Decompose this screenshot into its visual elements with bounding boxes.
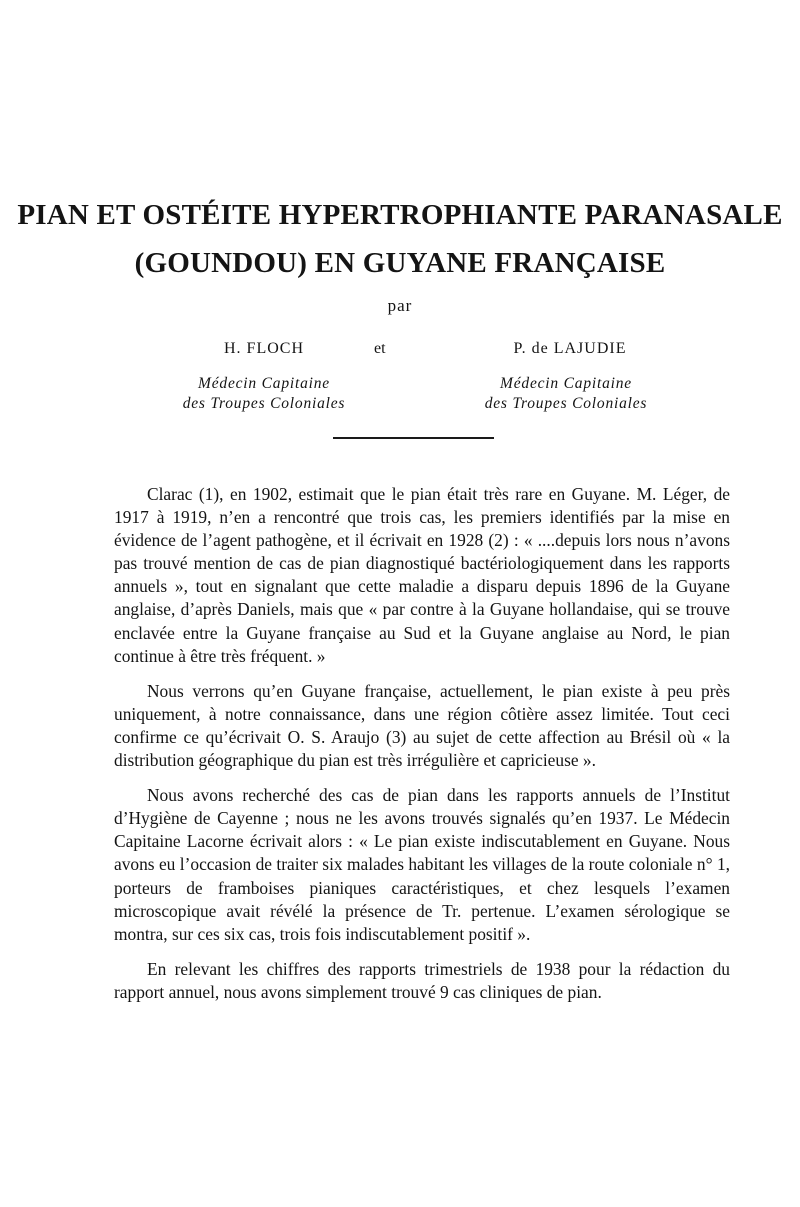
article-title-line-1: PIAN ET OSTÉITE HYPERTROPHIANTE PARANASALE bbox=[17, 199, 783, 231]
author-1-role-line-1: Médecin Capitaine bbox=[198, 375, 330, 392]
body-paragraph-1: Clarac (1), en 1902, estimait que le pian était très rare en Guyane. M. Léger, de 1917 à 1919, n’en a rencontré que trois cas, les premiers identifiés par la mise en évidence de l’agent pathogène, et il écrivait en 1928 (2) : « ....depuis lors nous n’avons pas trouvé mention de cas de pian diagnostiqué bactériologiquement dans les rapports annuels », tout en signalant que cette maladie a disparu depuis 1896 de la Guyane anglaise, d’après Daniels, mais que « par contre à la Guyane hollandaise, qui se trouve enclavée entre la Guyane française au Sud et la Guyane anglaise au Nord, le pian continue à être très fréquent. » bbox=[114, 484, 730, 666]
author-2-role-line-2: des Troupes Coloniales bbox=[484, 395, 648, 412]
byline-et: et bbox=[374, 340, 386, 357]
author-2-role bbox=[416, 374, 716, 414]
article-body bbox=[114, 483, 730, 1016]
byline-par: par bbox=[387, 296, 413, 315]
body-paragraph-2: Nous verrons qu’en Guyane française, actuellement, le pian existe à peu près uniquement, à notre connaissance, dans une région côtière assez limitée. Tout ceci confirme ce qu’écrivait O. S. Araujo (3) au sujet de cette affection au Brésil où « la distribution géographique du pian est très irrégulière et capricieuse ». bbox=[114, 680, 730, 771]
body-paragraph-3: Nous avons recherché des cas de pian dans les rapports annuels de l’Institut d’Hygiène de Cayenne ; nous ne les avons trouvés signalés qu’en 1937. Le Médecin Capitaine Lacorne écrivait alors : « Le pian existe indiscutablement en Guyane. Nous avons eu l’occasion de traiter six malades habitant les villages de la route coloniale n° 1, porteurs de framboises pianiques caractéristiques, et chez lesquels l’examen microscopique avait révélé la présence de Tr. pertenue. L’examen sérologique se montra, sur ces six cas, trois fois indiscutablement positif ». bbox=[114, 785, 730, 944]
author-2-name: P. de LAJUDIE bbox=[513, 340, 627, 357]
author-1-role-line-2: des Troupes Coloniales bbox=[182, 395, 346, 412]
author-1-name: H. FLOCH bbox=[223, 340, 304, 357]
article-title-line-2: (GOUNDOU) EN GUYANE FRANÇAISE bbox=[134, 247, 666, 279]
body-paragraph-4: En relevant les chiffres des rapports trimestriels de 1938 pour la rédaction du rapport annuel, nous avons simplement trouvé 9 cas cliniques de pian. bbox=[114, 958, 730, 1002]
author-1-role bbox=[114, 374, 414, 414]
title-separator-rule bbox=[333, 437, 494, 439]
author-2-role-line-1: Médecin Capitaine bbox=[500, 375, 632, 392]
